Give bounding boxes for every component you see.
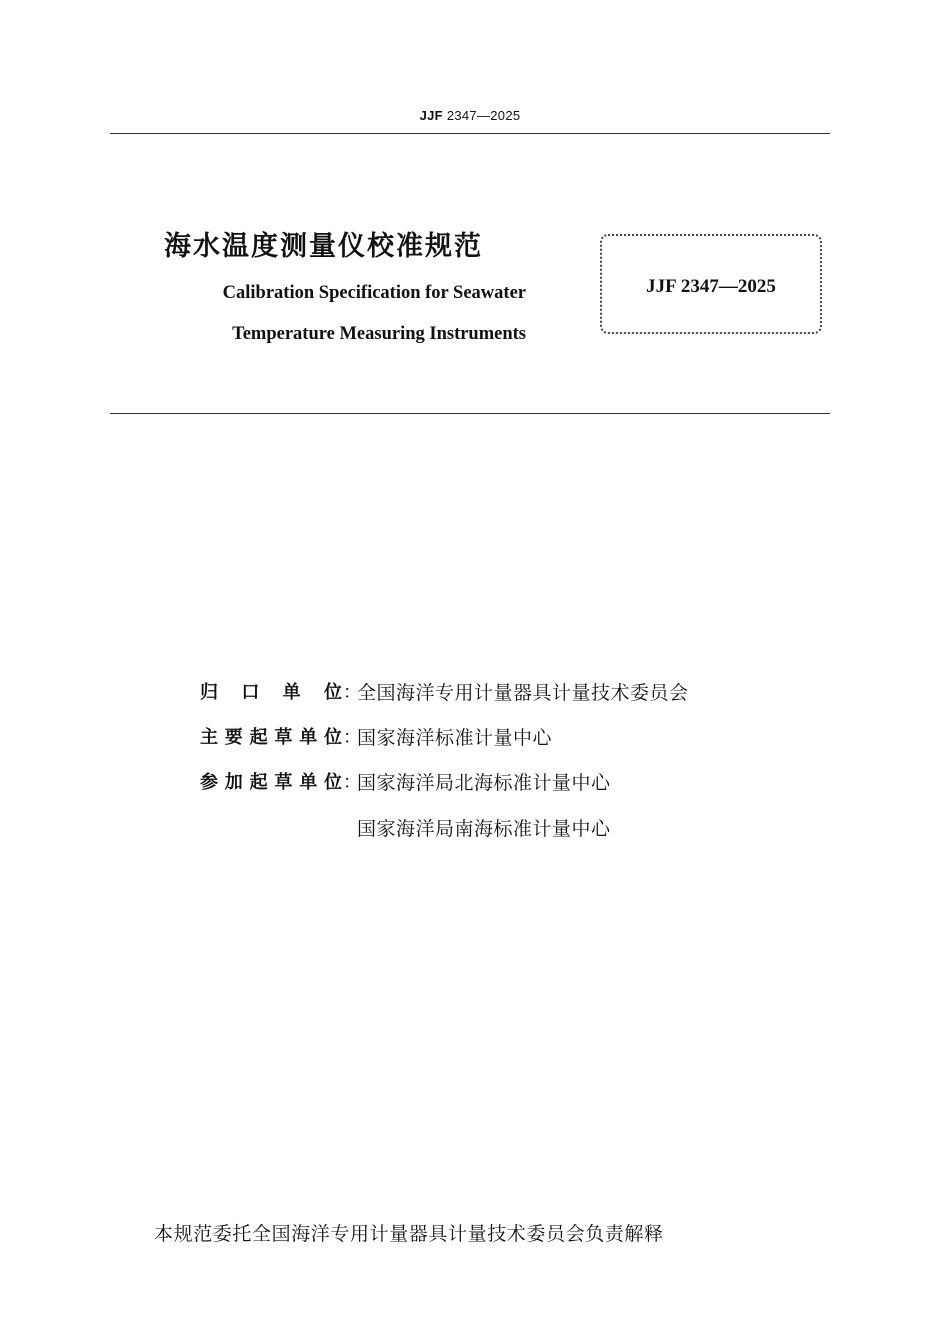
specification-code: JJF 2347—2025	[646, 276, 776, 297]
specification-code-box	[600, 234, 822, 334]
interpretation-note: 本规范委托全国海洋专用计量器具计量技术委员会负责解释	[154, 1223, 664, 1245]
label-colon: ：	[343, 727, 361, 748]
header-code-prefix: JJF	[419, 108, 443, 123]
header-code-number: 2347—2025	[446, 108, 521, 123]
label-char: 位	[323, 772, 342, 793]
label-colon: ：	[343, 682, 361, 703]
label-colon: ：	[343, 772, 361, 793]
participating-unit-value-2: 国家海洋局南海标准计量中心	[357, 818, 611, 840]
label-char: 草	[274, 727, 293, 748]
main-drafting-unit-label	[200, 723, 342, 749]
responsible-unit-value: 全国海洋专用计量器具计量技术委员会	[357, 682, 689, 704]
participating-drafting-unit-label	[200, 768, 342, 794]
label-char: 草	[274, 772, 293, 793]
title-chinese: 海水温度测量仪校准规范	[164, 231, 483, 262]
main-drafting-unit-value: 国家海洋标准计量中心	[357, 727, 553, 749]
label-char: 要	[224, 727, 243, 748]
label-char: 起	[249, 727, 268, 748]
running-header	[110, 108, 830, 123]
header-rule	[110, 133, 830, 134]
label-char: 口	[241, 682, 260, 703]
label-char: 单	[299, 727, 318, 748]
label-char: 单	[299, 772, 318, 793]
participating-unit-value-1: 国家海洋局北海标准计量中心	[357, 772, 611, 794]
label-char: 单	[282, 682, 301, 703]
responsible-unit-label	[200, 678, 342, 704]
label-char: 主	[200, 727, 218, 748]
label-char: 位	[323, 727, 342, 748]
label-char: 参	[200, 772, 218, 793]
label-char: 归	[200, 682, 218, 703]
label-char: 位	[323, 682, 342, 703]
label-char: 起	[249, 772, 268, 793]
title-english-line2: Temperature Measuring Instruments	[232, 324, 526, 344]
title-english-line1: Calibration Specification for Seawater	[222, 283, 526, 303]
label-char: 加	[224, 772, 243, 793]
title-rule	[110, 413, 830, 414]
